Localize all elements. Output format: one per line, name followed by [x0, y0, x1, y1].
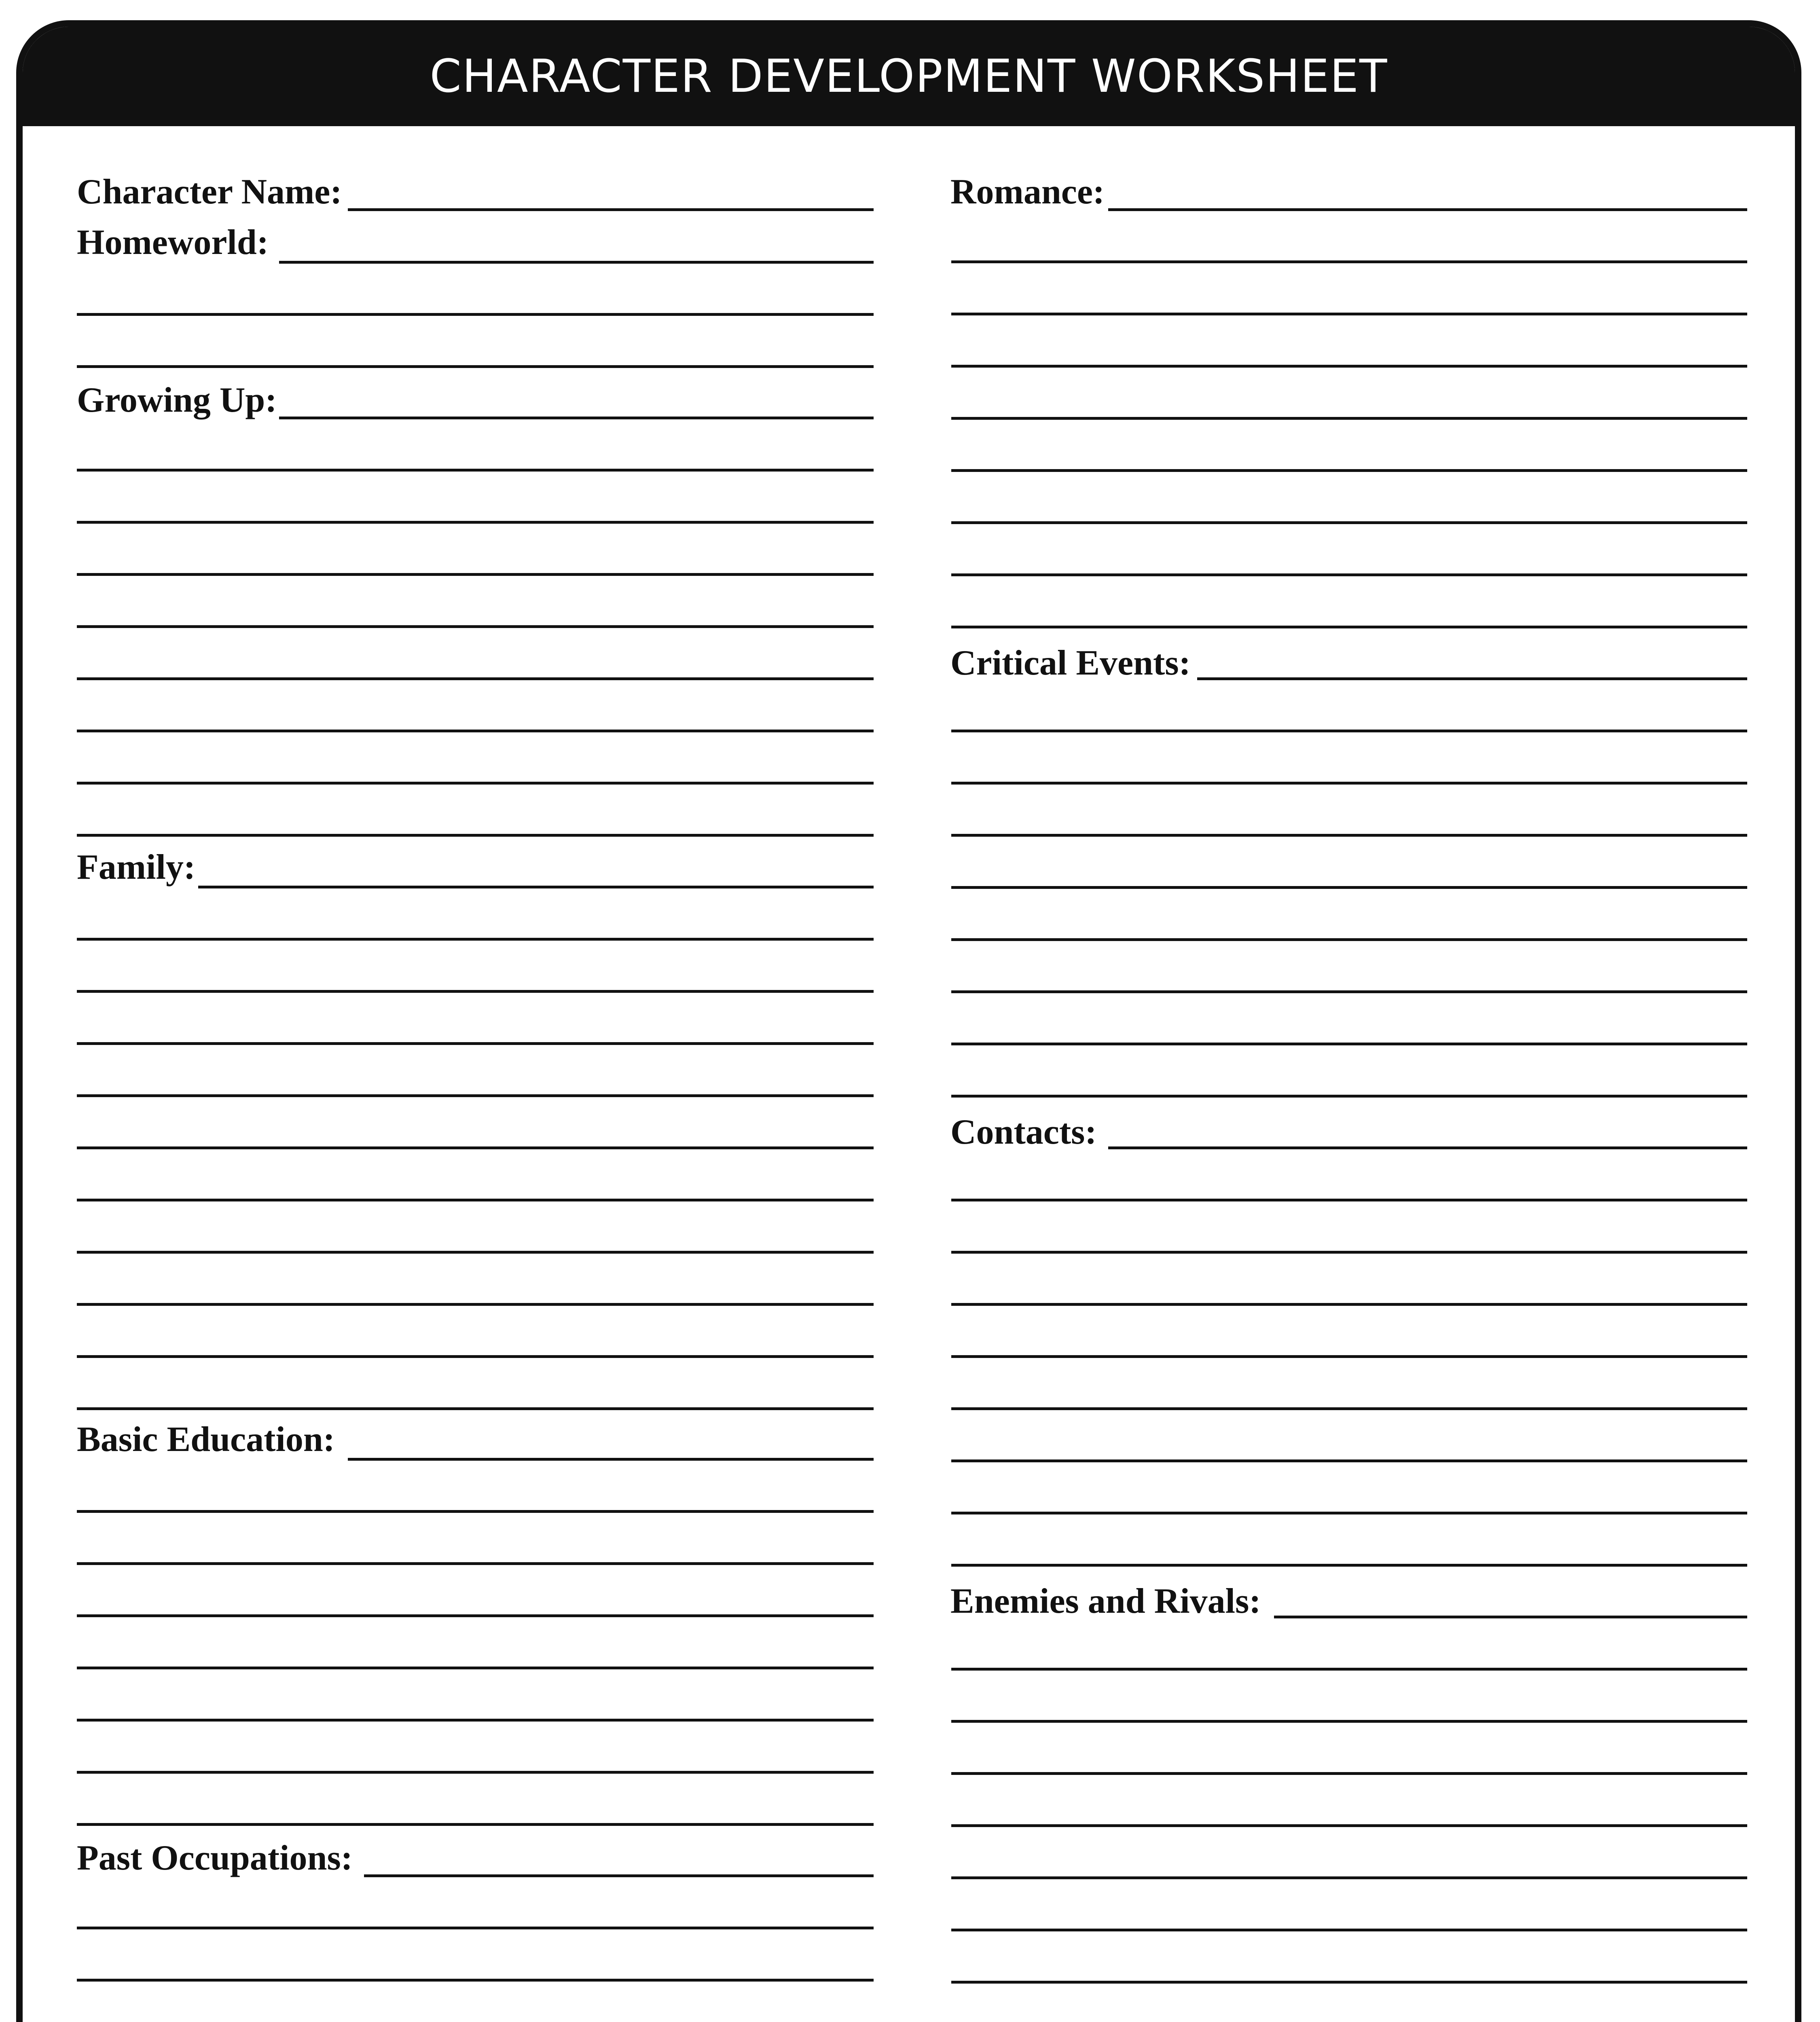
worksheet-title: CHARACTER DEVELOPMENT WORKSHEET — [23, 27, 1795, 126]
enemies-and-rivals-write-line[interactable] — [951, 1772, 1747, 1775]
contacts-write-line[interactable] — [951, 1251, 1747, 1254]
critical-events-write-line[interactable] — [951, 782, 1747, 785]
homeworld-write-line[interactable] — [77, 313, 874, 316]
growing-up-write-line[interactable] — [279, 417, 874, 419]
basic-education-write-line[interactable] — [77, 1667, 874, 1669]
enemies-and-rivals-write-line[interactable] — [1274, 1616, 1747, 1618]
family-write-line[interactable] — [77, 1094, 874, 1097]
contacts-write-line[interactable] — [1108, 1146, 1747, 1149]
homeworld-write-line[interactable] — [77, 365, 874, 368]
critical-events-write-line[interactable] — [951, 1043, 1747, 1045]
critical-events-write-line[interactable] — [951, 990, 1747, 993]
family-write-line[interactable] — [77, 990, 874, 993]
romance-write-line[interactable] — [951, 469, 1747, 472]
family-label: Family: — [77, 848, 196, 887]
enemies-and-rivals-write-line[interactable] — [951, 1668, 1747, 1671]
growing-up-write-line[interactable] — [77, 573, 874, 576]
critical-events-write-line[interactable] — [1197, 677, 1747, 680]
family-write-line[interactable] — [77, 938, 874, 941]
romance-write-line[interactable] — [1108, 208, 1747, 211]
family-write-line[interactable] — [77, 1199, 874, 1201]
basic-education-label: Basic Education: — [77, 1420, 335, 1459]
contacts-write-line[interactable] — [951, 1564, 1747, 1567]
romance-write-line[interactable] — [951, 521, 1747, 524]
romance-write-line[interactable] — [951, 313, 1747, 315]
romance-write-line[interactable] — [951, 365, 1747, 368]
basic-education-write-line[interactable] — [77, 1719, 874, 1722]
past-occupations-write-line[interactable] — [77, 1979, 874, 1982]
family-write-line[interactable] — [77, 1251, 874, 1254]
romance-write-line[interactable] — [951, 626, 1747, 628]
basic-education-write-line[interactable] — [77, 1614, 874, 1617]
enemies-and-rivals-write-line[interactable] — [951, 1720, 1747, 1723]
growing-up-label: Growing Up: — [77, 381, 277, 420]
growing-up-write-line[interactable] — [77, 730, 874, 732]
contacts-write-line[interactable] — [951, 1512, 1747, 1514]
basic-education-write-line[interactable] — [77, 1510, 874, 1513]
growing-up-write-line[interactable] — [77, 625, 874, 628]
critical-events-write-line[interactable] — [951, 886, 1747, 889]
growing-up-write-line[interactable] — [77, 834, 874, 837]
contacts-label: Contacts: — [950, 1113, 1097, 1152]
critical-events-write-line[interactable] — [951, 834, 1747, 837]
romance-write-line[interactable] — [951, 417, 1747, 420]
character-name-write-line[interactable] — [348, 208, 874, 211]
past-occupations-label: Past Occupations: — [77, 1838, 353, 1878]
past-occupations-write-line[interactable] — [77, 1927, 874, 1929]
past-occupations-write-line[interactable] — [364, 1874, 874, 1877]
romance-write-line[interactable] — [951, 573, 1747, 576]
family-write-line[interactable] — [77, 1407, 874, 1410]
critical-events-write-line[interactable] — [951, 730, 1747, 732]
basic-education-write-line[interactable] — [77, 1562, 874, 1565]
growing-up-write-line[interactable] — [77, 521, 874, 524]
family-write-line[interactable] — [77, 1042, 874, 1045]
family-write-line[interactable] — [77, 1146, 874, 1149]
homeworld-write-line[interactable] — [279, 261, 874, 264]
basic-education-write-line[interactable] — [77, 1771, 874, 1774]
critical-events-write-line[interactable] — [951, 1095, 1747, 1098]
growing-up-write-line[interactable] — [77, 782, 874, 785]
character-name-label: Character Name: — [77, 172, 342, 212]
growing-up-write-line[interactable] — [77, 677, 874, 680]
romance-label: Romance: — [950, 172, 1105, 212]
contacts-write-line[interactable] — [951, 1407, 1747, 1410]
homeworld-label: Homeworld: — [77, 223, 269, 262]
romance-write-line[interactable] — [951, 260, 1747, 263]
family-write-line[interactable] — [198, 886, 874, 888]
contacts-write-line[interactable] — [951, 1303, 1747, 1306]
growing-up-write-line[interactable] — [77, 469, 874, 472]
contacts-write-line[interactable] — [951, 1459, 1747, 1462]
family-write-line[interactable] — [77, 1303, 874, 1306]
basic-education-write-line[interactable] — [348, 1458, 874, 1461]
basic-education-write-line[interactable] — [77, 1823, 874, 1826]
contacts-write-line[interactable] — [951, 1355, 1747, 1358]
contacts-write-line[interactable] — [951, 1199, 1747, 1201]
enemies-and-rivals-write-line[interactable] — [951, 1824, 1747, 1827]
enemies-and-rivals-write-line[interactable] — [951, 1929, 1747, 1931]
family-write-line[interactable] — [77, 1355, 874, 1358]
enemies-and-rivals-write-line[interactable] — [951, 1876, 1747, 1879]
enemies-and-rivals-write-line[interactable] — [951, 1981, 1747, 1984]
critical-events-label: Critical Events: — [950, 643, 1191, 683]
critical-events-write-line[interactable] — [951, 938, 1747, 941]
enemies-and-rivals-label: Enemies and Rivals: — [950, 1582, 1261, 1621]
